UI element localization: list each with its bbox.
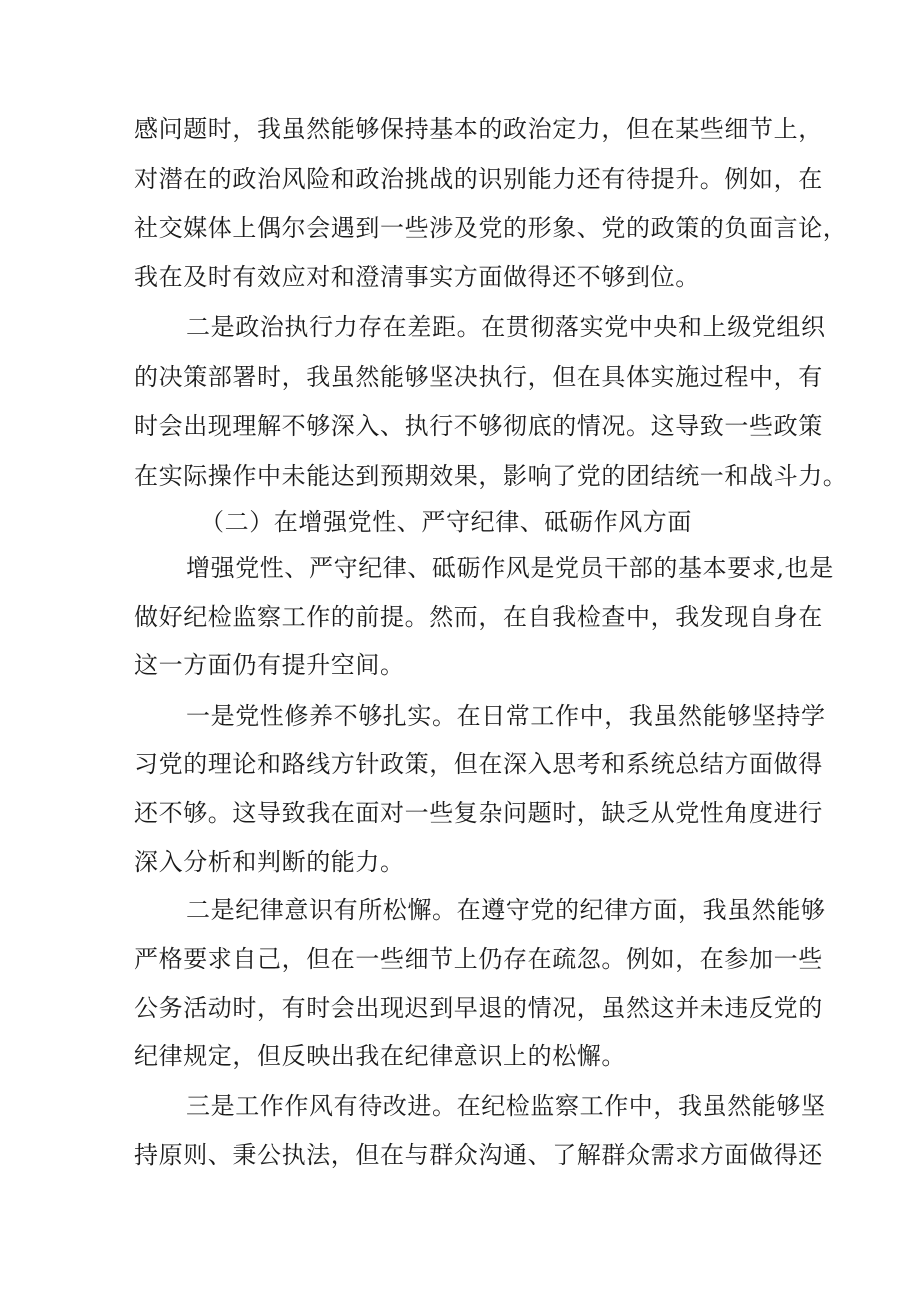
text-line: 习党的理论和路线方针政策，但在深入思考和系统总结方面做得 bbox=[134, 750, 823, 778]
text-line: 这一方面仍有提升空间。 bbox=[134, 651, 405, 679]
text-line: 社交媒体上偶尔会遇到一些涉及党的形象、党的政策的负面言论， bbox=[134, 214, 848, 242]
paragraph-start-line: 二是政治执行力存在差距。在贯彻落实党中央和上级党组织 bbox=[186, 313, 826, 341]
paragraph-start-line: 增强党性、严守纪律、砥砺作风是党员干部的基本要求,也是 bbox=[186, 554, 834, 582]
text-line: 深入分析和判断的能力。 bbox=[134, 848, 405, 876]
text-line: 公务活动时，有时会出现迟到早退的情况，虽然这并未违反党的 bbox=[134, 994, 823, 1022]
paragraph-start-line: 三是工作作风有待改进。在纪检监察工作中，我虽然能够坚 bbox=[186, 1092, 826, 1120]
text-line: 对潜在的政治风险和政治挑战的识别能力还有待提升。例如，在 bbox=[134, 165, 823, 193]
section-heading: （二）在增强党性、严守纪律、砥砺作风方面 bbox=[200, 508, 692, 536]
text-line: 在实际操作中未能达到预期效果，影响了党的团结统一和战斗力。 bbox=[134, 462, 848, 490]
text-line: 严格要求自己，但在一些细节上仍存在疏忽。例如，在参加一些 bbox=[134, 945, 823, 973]
text-line: 做好纪检监察工作的前提。然而，在自我检查中，我发现自身在 bbox=[134, 603, 823, 631]
text-line: 纪律规定，但反映出我在纪律意识上的松懈。 bbox=[134, 1042, 626, 1070]
text-line: 还不够。这导致我在面对一些复杂问题时，缺乏从党性角度进行 bbox=[134, 799, 823, 827]
text-line: 持原则、秉公执法，但在与群众沟通、了解群众需求方面做得还 bbox=[134, 1141, 823, 1169]
paragraph-start-line: 二是纪律意识有所松懈。在遵守党的纪律方面，我虽然能够 bbox=[186, 896, 826, 924]
text-line: 的决策部署时，我虽然能够坚决执行，但在具体实施过程中，有 bbox=[134, 363, 823, 391]
paragraph-start-line: 一是党性修养不够扎实。在日常工作中，我虽然能够坚持学 bbox=[186, 702, 826, 730]
text-line: 时会出现理解不够深入、执行不够彻底的情况。这导致一些政策 bbox=[134, 412, 823, 440]
text-line: 感问题时，我虽然能够保持基本的政治定力，但在某些细节上， bbox=[134, 115, 823, 143]
text-line: 我在及时有效应对和澄清事实方面做得还不够到位。 bbox=[134, 263, 700, 291]
